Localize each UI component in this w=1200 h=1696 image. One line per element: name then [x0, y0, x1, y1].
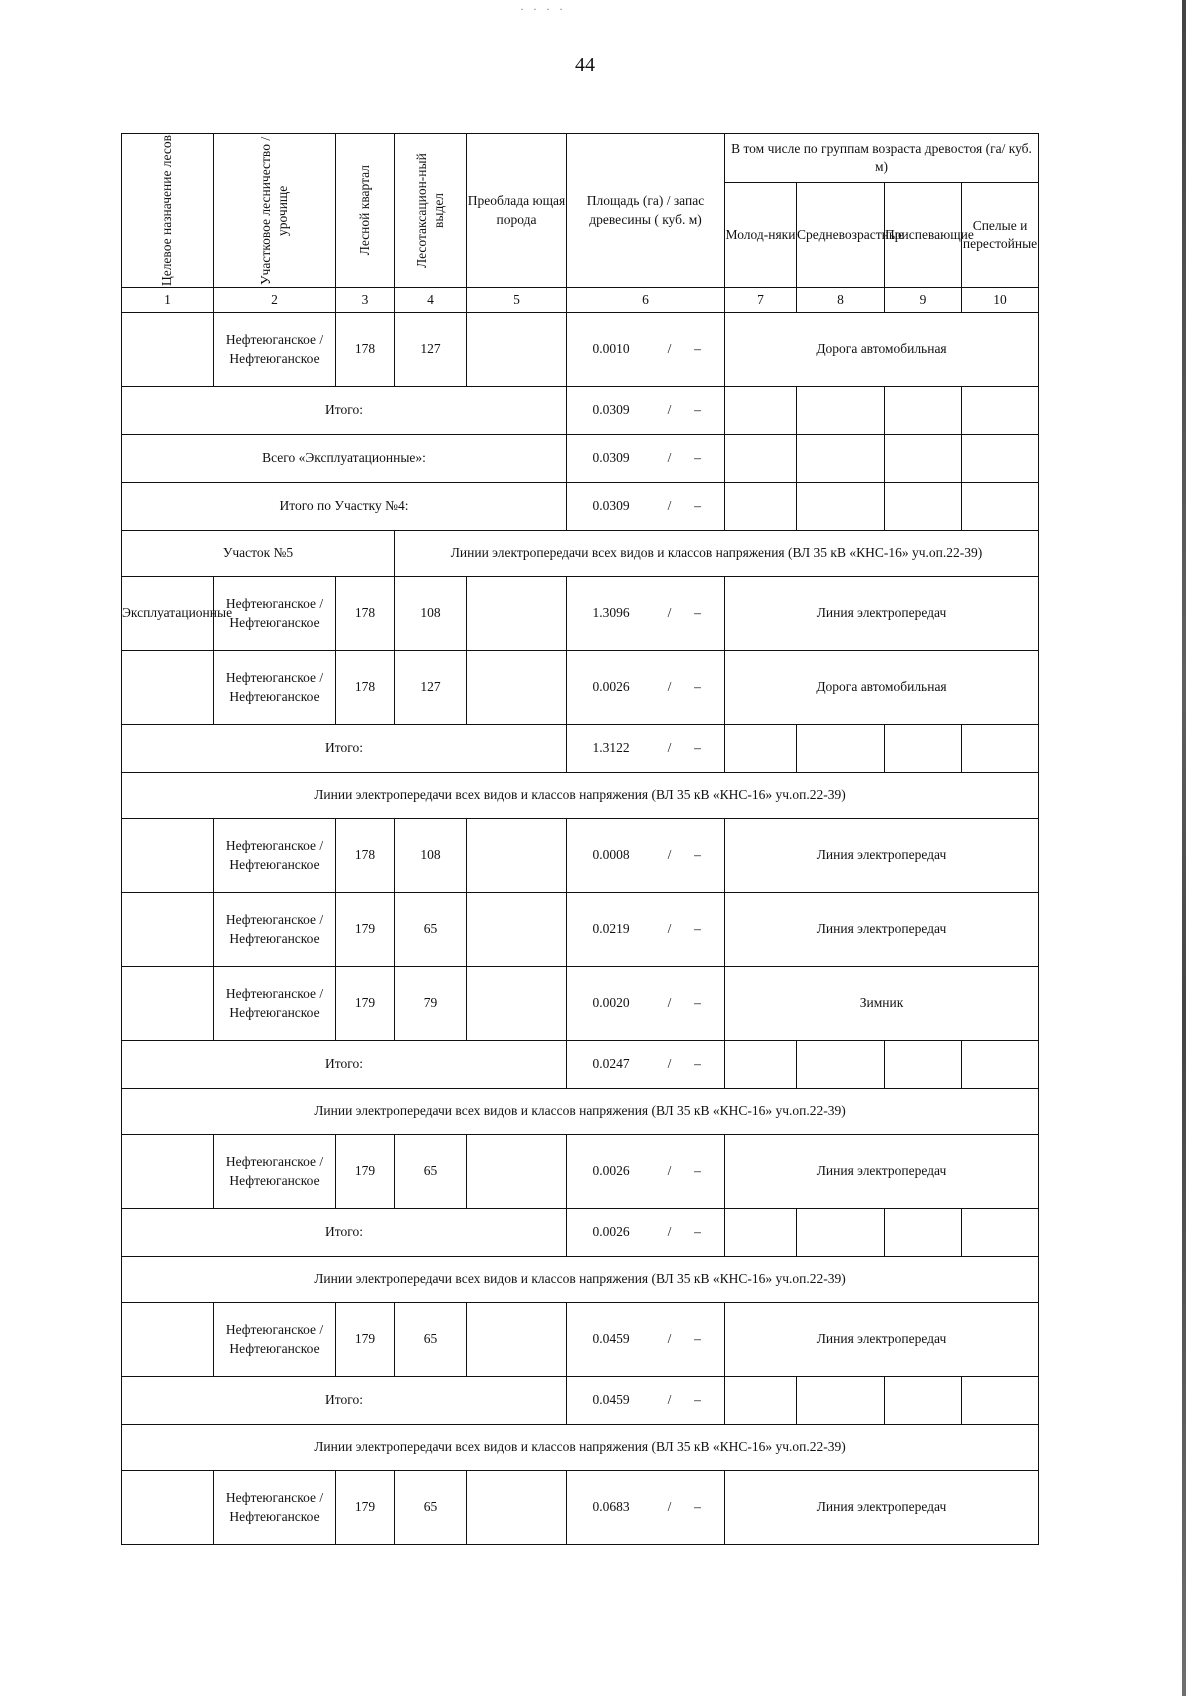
area-ha: 0.0008 — [592, 847, 630, 863]
area-value — [567, 846, 724, 864]
area-value — [567, 449, 724, 467]
total-label: Итого по Участку №4: — [122, 483, 567, 531]
total-label: Итого: — [122, 725, 567, 773]
species-cell — [467, 967, 567, 1041]
stock-value: – — [694, 995, 701, 1011]
note-cell: Линия электропередач — [725, 577, 1039, 651]
area-value — [567, 1498, 724, 1516]
age-group-cell — [885, 1041, 962, 1089]
category-row — [122, 773, 1039, 819]
area-cell — [567, 1303, 725, 1377]
age-group-cell — [725, 725, 797, 773]
area-ha: 1.3122 — [592, 740, 630, 756]
area-value — [567, 739, 724, 757]
area-separator: / — [667, 1163, 672, 1179]
age-group-cell — [962, 1209, 1039, 1257]
area-ha: 0.0020 — [592, 995, 630, 1011]
header-quarter: Лесной квартал — [336, 134, 395, 288]
age-group-cell — [725, 1209, 797, 1257]
area-cell — [567, 435, 725, 483]
age-group-cell — [885, 483, 962, 531]
species-cell — [467, 1303, 567, 1377]
age-group-cell — [797, 435, 885, 483]
plot-cell: 127 — [395, 313, 467, 387]
category-title: Линии электропередачи всех видов и классов напряжения (ВЛ 35 кВ «КНС-16» уч.оп.22-39) — [122, 1425, 1039, 1471]
species-cell — [467, 313, 567, 387]
scan-edge — [1182, 0, 1186, 1696]
age-group-cell — [797, 1209, 885, 1257]
plot-cell: 65 — [395, 1135, 467, 1209]
age-group-cell — [797, 1377, 885, 1425]
age-group-cell — [885, 387, 962, 435]
area-cell — [567, 1041, 725, 1089]
area-cell — [567, 387, 725, 435]
header-forestry: Участковое лесничество / урочище — [214, 134, 336, 288]
area-separator: / — [667, 1499, 672, 1515]
area-value — [567, 1223, 724, 1241]
header-middle-aged: Средневозрастные — [797, 182, 885, 287]
total-row — [122, 1209, 1039, 1257]
quarter-cell: 178 — [336, 819, 395, 893]
area-cell — [567, 483, 725, 531]
plot-cell: 108 — [395, 577, 467, 651]
area-cell — [567, 1209, 725, 1257]
area-cell — [567, 725, 725, 773]
total-row — [122, 435, 1039, 483]
area-cell — [567, 651, 725, 725]
note-cell: Линия электропередач — [725, 819, 1039, 893]
category-title: Линии электропередачи всех видов и классов напряжения (ВЛ 35 кВ «КНС-16» уч.оп.22-39) — [122, 773, 1039, 819]
age-group-cell — [962, 435, 1039, 483]
area-separator: / — [667, 498, 672, 514]
area-value — [567, 1055, 724, 1073]
plot-cell: 79 — [395, 967, 467, 1041]
forest-table — [121, 133, 1039, 1545]
area-cell — [567, 1135, 725, 1209]
category-title: Линии электропередачи всех видов и классов напряжения (ВЛ 35 кВ «КНС-16» уч.оп.22-39) — [122, 1089, 1039, 1135]
stock-value: – — [694, 605, 701, 621]
total-label: Итого: — [122, 1209, 567, 1257]
area-value — [567, 1391, 724, 1409]
note-cell: Линия электропередач — [725, 1135, 1039, 1209]
stock-value: – — [694, 341, 701, 357]
table-row — [122, 313, 1039, 387]
age-group-cell — [885, 725, 962, 773]
table-row — [122, 651, 1039, 725]
age-group-cell — [725, 1041, 797, 1089]
area-cell — [567, 893, 725, 967]
section-label: Участок №5 — [122, 531, 395, 577]
purpose-cell — [122, 1471, 214, 1545]
area-value — [567, 497, 724, 515]
area-separator: / — [667, 605, 672, 621]
total-row — [122, 387, 1039, 435]
total-row — [122, 1041, 1039, 1089]
forestry-cell: Нефтеюганское / Нефтеюганское — [214, 967, 336, 1041]
area-ha: 0.0247 — [592, 1056, 630, 1072]
area-ha: 0.0309 — [592, 402, 630, 418]
stock-value: – — [694, 1163, 701, 1179]
area-separator: / — [667, 450, 672, 466]
quarter-cell: 178 — [336, 313, 395, 387]
section-title: Линии электропередачи всех видов и классов напряжения (ВЛ 35 кВ «КНС-16» уч.оп.22-39) — [395, 531, 1039, 577]
forestry-cell: Нефтеюганское / Нефтеюганское — [214, 1471, 336, 1545]
total-label: Итого: — [122, 387, 567, 435]
species-cell — [467, 893, 567, 967]
table-row — [122, 819, 1039, 893]
age-group-cell — [885, 435, 962, 483]
stock-value: – — [694, 1224, 701, 1240]
area-ha: 0.0010 — [592, 341, 630, 357]
plot-cell: 65 — [395, 1303, 467, 1377]
category-row — [122, 1425, 1039, 1471]
stock-value: – — [694, 1056, 701, 1072]
stock-value: – — [694, 1392, 701, 1408]
area-ha: 0.0026 — [592, 1224, 630, 1240]
age-group-cell — [725, 1377, 797, 1425]
area-ha: 0.0026 — [592, 679, 630, 695]
area-ha: 1.3096 — [592, 605, 630, 621]
forestry-cell: Нефтеюганское / Нефтеюганское — [214, 651, 336, 725]
header-mature: Спелые и перестойные — [962, 182, 1039, 287]
area-separator: / — [667, 740, 672, 756]
age-group-cell — [797, 483, 885, 531]
total-label: Итого: — [122, 1377, 567, 1425]
quarter-cell: 178 — [336, 577, 395, 651]
category-row — [122, 1089, 1039, 1135]
area-ha: 0.0026 — [592, 1163, 630, 1179]
area-value — [567, 1162, 724, 1180]
age-group-cell — [962, 483, 1039, 531]
table-row — [122, 577, 1039, 651]
table-row — [122, 1135, 1039, 1209]
age-group-cell — [962, 1041, 1039, 1089]
area-separator: / — [667, 402, 672, 418]
purpose-cell — [122, 893, 214, 967]
header-plot: Лесотаксацион-ный выдел — [395, 134, 467, 288]
age-group-cell — [962, 725, 1039, 773]
category-title: Линии электропередачи всех видов и классов напряжения (ВЛ 35 кВ «КНС-16» уч.оп.22-39) — [122, 1257, 1039, 1303]
species-cell — [467, 1135, 567, 1209]
stock-value: – — [694, 740, 701, 756]
species-cell — [467, 1471, 567, 1545]
area-value — [567, 604, 724, 622]
header-young: Молод-няки — [725, 182, 797, 287]
area-ha: 0.0459 — [592, 1331, 630, 1347]
stock-value: – — [694, 921, 701, 937]
stock-value: – — [694, 1331, 701, 1347]
age-group-cell — [797, 1041, 885, 1089]
stock-value: – — [694, 1499, 701, 1515]
area-value — [567, 401, 724, 419]
header-species: Преоблада ющая порода — [467, 134, 567, 288]
header-area: Площадь (га) / запас древесины ( куб. м) — [567, 134, 725, 288]
total-label: Всего «Эксплуатационные»: — [122, 435, 567, 483]
total-label: Итого: — [122, 1041, 567, 1089]
note-cell: Зимник — [725, 967, 1039, 1041]
note-cell: Линия электропередач — [725, 893, 1039, 967]
plot-cell: 127 — [395, 651, 467, 725]
area-cell — [567, 967, 725, 1041]
age-group-cell — [725, 435, 797, 483]
species-cell — [467, 577, 567, 651]
area-cell — [567, 819, 725, 893]
header-purpose: Целевое назначение лесов — [122, 134, 214, 288]
age-group-cell — [885, 1209, 962, 1257]
table-body — [122, 313, 1039, 1545]
forestry-cell: Нефтеюганское / Нефтеюганское — [214, 819, 336, 893]
forestry-cell: Нефтеюганское / Нефтеюганское — [214, 1135, 336, 1209]
quarter-cell: 179 — [336, 893, 395, 967]
stock-value: – — [694, 450, 701, 466]
quarter-cell: 179 — [336, 1303, 395, 1377]
area-cell — [567, 577, 725, 651]
area-cell — [567, 1471, 725, 1545]
section-row — [122, 531, 1039, 577]
table-row — [122, 1303, 1039, 1377]
stock-value: – — [694, 402, 701, 418]
table-row — [122, 1471, 1039, 1545]
area-separator: / — [667, 1056, 672, 1072]
purpose-cell: Эксплуатационные — [122, 577, 214, 651]
forestry-cell: Нефтеюганское / Нефтеюганское — [214, 313, 336, 387]
forestry-cell: Нефтеюганское / Нефтеюганское — [214, 1303, 336, 1377]
header-age-groups: В том числе по группам возраста древостоя (га/ куб. м) — [725, 134, 1039, 183]
plot-cell: 108 — [395, 819, 467, 893]
area-separator: / — [667, 679, 672, 695]
stock-value: – — [694, 498, 701, 514]
area-separator: / — [667, 921, 672, 937]
note-cell: Дорога автомобильная — [725, 651, 1039, 725]
note-cell: Линия электропередач — [725, 1471, 1039, 1545]
area-ha: 0.0683 — [592, 1499, 630, 1515]
table-row — [122, 893, 1039, 967]
age-group-cell — [962, 1377, 1039, 1425]
age-group-cell — [962, 387, 1039, 435]
area-separator: / — [667, 1331, 672, 1347]
area-separator: / — [667, 341, 672, 357]
area-ha: 0.0309 — [592, 498, 630, 514]
plot-cell: 65 — [395, 1471, 467, 1545]
stock-value: – — [694, 847, 701, 863]
area-separator: / — [667, 1392, 672, 1408]
area-ha: 0.0459 — [592, 1392, 630, 1408]
purpose-cell — [122, 819, 214, 893]
quarter-cell: 179 — [336, 1471, 395, 1545]
area-value — [567, 994, 724, 1012]
age-group-cell — [797, 725, 885, 773]
plot-cell: 65 — [395, 893, 467, 967]
area-ha: 0.0309 — [592, 450, 630, 466]
age-group-cell — [725, 387, 797, 435]
total-row — [122, 1377, 1039, 1425]
purpose-cell — [122, 313, 214, 387]
area-separator: / — [667, 995, 672, 1011]
area-value — [567, 920, 724, 938]
species-cell — [467, 651, 567, 725]
age-group-cell — [885, 1377, 962, 1425]
purpose-cell — [122, 1303, 214, 1377]
forestry-cell: Нефтеюганское / Нефтеюганское — [214, 893, 336, 967]
page-number: 44 — [575, 54, 595, 76]
note-cell: Дорога автомобильная — [725, 313, 1039, 387]
age-group-cell — [797, 387, 885, 435]
area-separator: / — [667, 1224, 672, 1240]
forestry-cell: Нефтеюганское / Нефтеюганское — [214, 577, 336, 651]
quarter-cell: 179 — [336, 967, 395, 1041]
header-premature: Приспевающие — [885, 182, 962, 287]
area-cell — [567, 1377, 725, 1425]
note-cell: Линия электропередач — [725, 1303, 1039, 1377]
purpose-cell — [122, 967, 214, 1041]
table-row — [122, 967, 1039, 1041]
table-header — [122, 134, 1039, 313]
quarter-cell: 178 — [336, 651, 395, 725]
area-value — [567, 1330, 724, 1348]
stock-value: – — [694, 679, 701, 695]
category-row — [122, 1257, 1039, 1303]
total-row — [122, 483, 1039, 531]
total-row — [122, 725, 1039, 773]
purpose-cell — [122, 1135, 214, 1209]
area-value — [567, 678, 724, 696]
species-cell — [467, 819, 567, 893]
area-ha: 0.0219 — [592, 921, 630, 937]
column-numbers: 1 2 3 4 5 6 7 8 9 10 — [122, 288, 1039, 313]
area-separator: / — [667, 847, 672, 863]
area-cell — [567, 313, 725, 387]
scan-artifact: · · · · — [520, 2, 566, 16]
age-group-cell — [725, 483, 797, 531]
area-value — [567, 340, 724, 358]
quarter-cell: 179 — [336, 1135, 395, 1209]
purpose-cell — [122, 651, 214, 725]
